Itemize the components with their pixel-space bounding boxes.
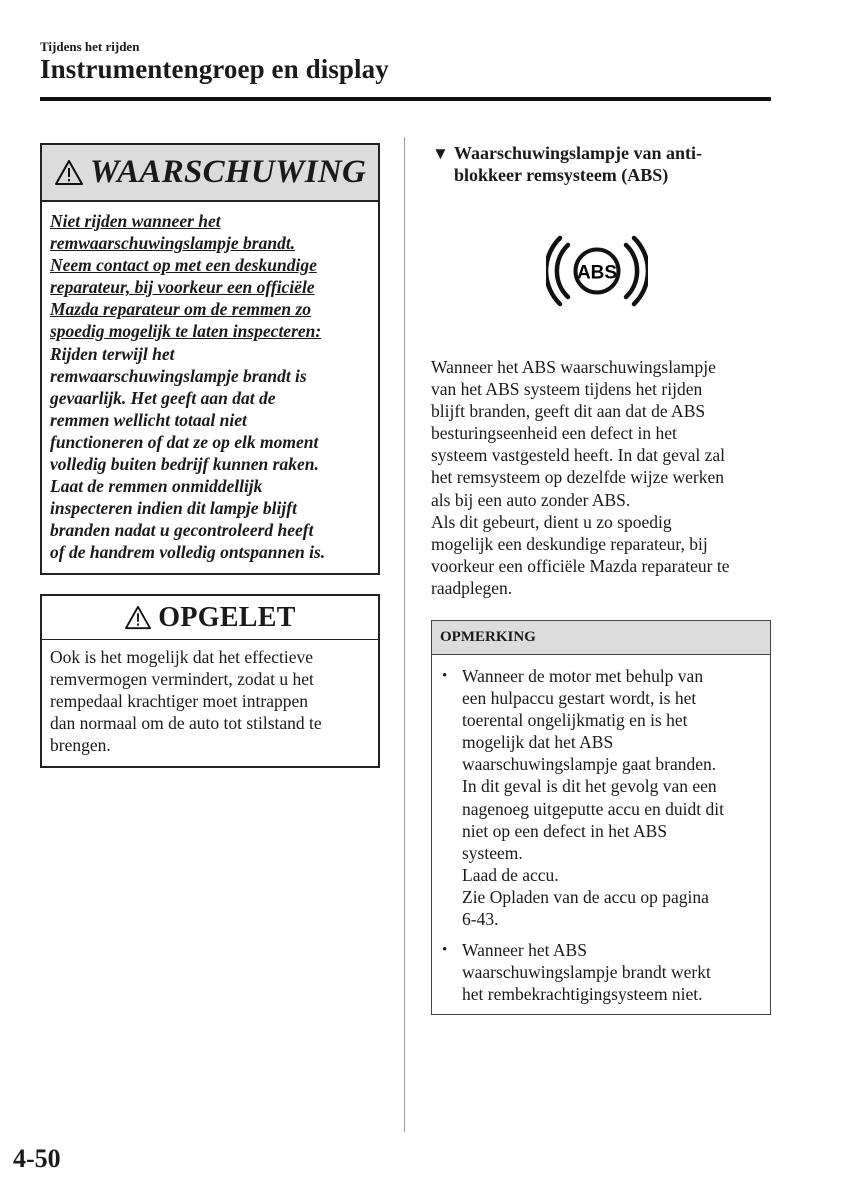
note-list-item	[442, 665, 764, 930]
note-list-item	[442, 939, 764, 1005]
note-box	[431, 620, 771, 1015]
warning-line: spoedig mogelijk te laten inspecteren:	[50, 321, 322, 342]
abs-paragraph-line: blijft branden, geeft dit aan dat de ABS	[431, 401, 706, 422]
warning-line: Neem contact op met een deskundige	[50, 255, 317, 276]
warning-line: inspecteren indien dit lampje blijft	[50, 498, 297, 519]
caution-line: rempedaal krachtiger moet intrappen	[50, 691, 309, 712]
abs-heading-line: Waarschuwingslampje van anti-	[454, 143, 703, 163]
note-body	[432, 655, 770, 1005]
note-line: 6-43.	[462, 909, 499, 930]
warning-line: remwaarschuwingslampje brandt.	[50, 233, 296, 254]
page-number: 4-50	[13, 1144, 61, 1173]
caution-line: remvermogen vermindert, zodat u het	[50, 669, 314, 690]
note-line: systeem.	[462, 842, 523, 863]
abs-paragraph-line: als bij een auto zonder ABS.	[431, 489, 631, 510]
caution-heading: OPGELET	[158, 601, 296, 633]
column-divider	[404, 137, 405, 1132]
abs-paragraph-line: Wanneer het ABS waarschuwingslampje	[431, 357, 716, 377]
warning-line: gevaarlijk. Het geeft aan dat de	[50, 387, 276, 408]
note-line: Wanneer de motor met behulp van	[462, 666, 704, 686]
bullet: •	[442, 942, 448, 959]
warning-line: branden nadat u gecontroleerd heeft	[50, 520, 314, 541]
abs-heading-line: blokkeer remsysteem (ABS)	[454, 165, 669, 185]
warning-box	[40, 143, 380, 575]
page-title: Instrumentengroep en display	[40, 54, 389, 84]
abs-paragraph-line: besturingseenheid een defect in het	[431, 423, 677, 444]
abs-section-heading	[432, 142, 772, 186]
warning-line: remmen wellicht totaal niet	[50, 409, 247, 430]
warning-triangle-icon	[54, 159, 84, 186]
caution-line: Ook is het mogelijk dat het effectieve	[50, 647, 314, 667]
triangle-down-icon: ▼	[432, 144, 449, 163]
warning-heading: WAARSCHUWING	[89, 154, 367, 190]
abs-icon-label: ABS	[576, 262, 618, 284]
warning-line: remwaarschuwingslampje brandt is	[50, 365, 307, 386]
abs-paragraph-line: voorkeur een officiële Mazda reparateur te	[431, 555, 730, 576]
note-item-text	[462, 665, 764, 930]
note-item-text	[462, 939, 764, 1005]
abs-warning-light-icon	[546, 234, 648, 308]
abs-paragraph-line: systeem vastgesteld heeft. In dat geval zal	[431, 445, 725, 466]
caution-line: dan normaal om de auto tot stilstand te	[50, 713, 322, 734]
note-line: In dit geval is dit het gevolg van een	[462, 776, 717, 797]
note-line: Wanneer het ABS	[462, 940, 587, 961]
abs-paragraph-line: Als dit gebeurt, dient u zo spoedig	[431, 511, 672, 532]
warning-line: Niet rijden wanneer het	[50, 211, 221, 231]
caution-header	[42, 596, 378, 640]
note-line: nagenoeg uitgeputte accu en duidt dit	[462, 798, 724, 819]
note-line: toerental ongelijkmatig en is het	[462, 710, 688, 731]
note-line: mogelijk dat het ABS	[462, 732, 614, 753]
warning-line: Mazda reparateur om de remmen zo	[50, 299, 312, 320]
bullet: •	[442, 668, 448, 684]
note-line: waarschuwingslampje gaat branden.	[462, 754, 717, 775]
caution-line: brengen.	[50, 735, 111, 756]
abs-paragraph-line: het remsysteem op dezelfde wijze werken	[431, 467, 724, 488]
note-heading: OPMERKING	[432, 621, 770, 655]
note-line: het rembekrachtigingsysteem niet.	[462, 984, 703, 1005]
warning-line: Laat de remmen onmiddellijk	[50, 476, 263, 497]
warning-text	[42, 202, 378, 564]
warning-line: of de handrem volledig ontspannen is.	[50, 542, 326, 563]
abs-paragraph-line: raadplegen.	[431, 577, 513, 598]
note-line: niet op een defect in het ABS	[462, 820, 668, 841]
warning-triangle-icon	[124, 605, 152, 630]
warning-line: volledig buiten bedrijf kunnen raken.	[50, 454, 319, 475]
warning-line: reparateur, bij voorkeur een officiële	[50, 277, 315, 298]
note-line: een hulpaccu gestart wordt, is het	[462, 688, 697, 709]
abs-paragraph	[431, 356, 776, 599]
warning-header	[42, 145, 378, 202]
warning-line: functioneren of dat ze op elk moment	[50, 431, 319, 452]
note-line: Laad de accu.	[462, 864, 559, 885]
section-label: Tijdens het rijden	[40, 39, 140, 54]
abs-paragraph-line: van het ABS systeem tijdens het rijden	[431, 379, 703, 400]
note-line: waarschuwingslampje brandt werkt	[462, 962, 711, 983]
note-line: Zie Opladen van de accu op pagina	[462, 886, 709, 907]
abs-paragraph-line: mogelijk een deskundige reparateur, bij	[431, 533, 708, 554]
title-rule	[40, 97, 771, 101]
caution-box	[40, 594, 380, 768]
caution-text	[42, 640, 378, 756]
warning-line: Rijden terwijl het	[50, 343, 175, 364]
